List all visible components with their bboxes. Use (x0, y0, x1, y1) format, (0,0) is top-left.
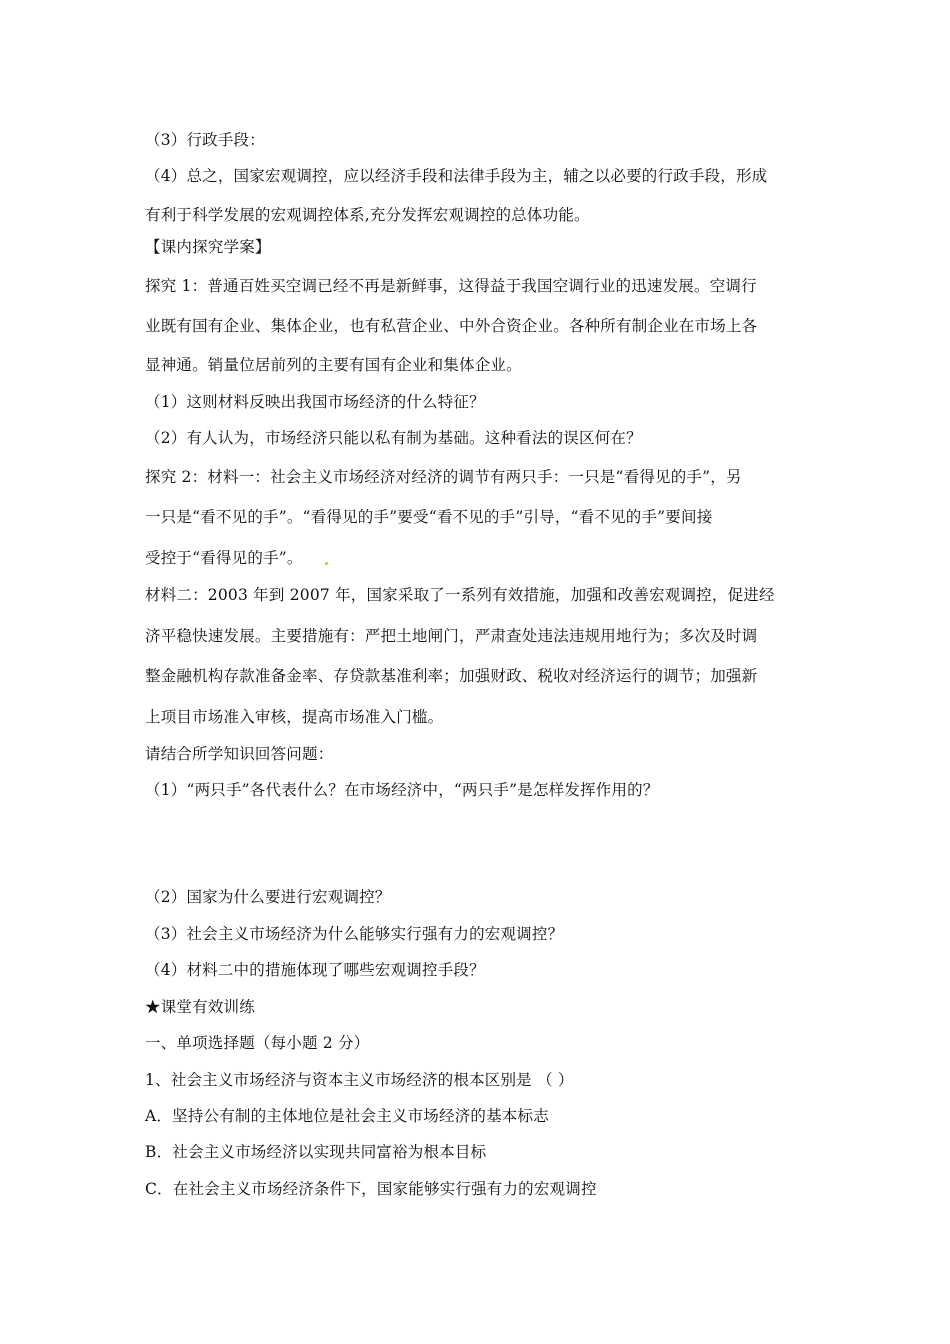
text-line-11: 一只是“看不见的手”。“看得见的手”要受“看不见的手”引导，“看不见的手”要间接 (145, 508, 713, 526)
text-line-17: 请结合所学知识回答问题： (145, 745, 334, 763)
question-line-18: （1）“两只手”各代表什么？在市场经济中，“两只手”是怎样发挥作用的？ (145, 781, 659, 799)
question-line-8: （1）这则材料反映出我国市场经济的什么特征？ (145, 393, 485, 411)
option-b: B．社会主义市场经济以实现共同富裕为根本目标 (145, 1143, 487, 1161)
section-heading-training: ★课堂有效训练 (145, 998, 255, 1016)
text-line-14: 济平稳快速发展。主要措施有：严把土地闸门，严肃查处违法违规用地行为；多次及时调 (145, 627, 758, 645)
text-line-23: 一、单项选择题（每小题 2 分） (145, 1034, 370, 1052)
question-line-9: （2）有人认为，市场经济只能以私有制为基础。这种看法的误区何在？ (145, 429, 642, 447)
text-line-6: 业既有国有企业、集体企业，也有私营企业、中外合资企业。各种所有制企业在市场上各 (145, 317, 758, 335)
question-line-19: （2）国家为什么要进行宏观调控？ (145, 888, 391, 906)
text-line-13: 材料二：2003 年到 2007 年，国家采取了一系列有效措施，加强和改善宏观调控，促进经 (145, 586, 775, 604)
text-line-16: 上项目市场准入审核，提高市场准入门槛。 (145, 708, 444, 726)
text-line-10: 探究 2：材料一：社会主义市场经济对经济的调节有两只手：一只是“看得见的手”，另 (145, 468, 742, 486)
text-line-2: （4）总之，国家宏观调控，应以经济手段和法律手段为主，辅之以必要的行政手段，形成 (145, 167, 768, 185)
text-line-7: 显神通。销量位居前列的主要有国有企业和集体企业。 (145, 356, 522, 374)
option-c: C．在社会主义市场经济条件下，国家能够实行强有力的宏观调控 (145, 1180, 597, 1198)
text-line-1: （3）行政手段： (145, 131, 265, 149)
option-a: A．坚持公有制的主体地位是社会主义市场经济的基本标志 (145, 1107, 549, 1125)
question-line-20: （3）社会主义市场经济为什么能够实行强有力的宏观调控？ (145, 925, 564, 943)
ink-dot (325, 562, 328, 565)
question-line-21: （4）材料二中的措施体现了哪些宏观调控手段？ (145, 961, 485, 979)
text-line-5: 探究 1：普通百姓买空调已经不再是新鲜事，这得益于我国空调行业的迅速发展。空调行 (145, 277, 757, 295)
question-line-24: 1、社会主义市场经济与资本主义市场经济的根本区别是 （ ） (145, 1071, 574, 1089)
text-line-15: 整金融机构存款准备金率、存贷款基准利率；加强财政、税收对经济运行的调节；加强新 (145, 667, 758, 685)
text-line-3: 有利于科学发展的宏观调控体系,充分发挥宏观调控的总体功能。 (145, 206, 590, 224)
section-heading: 【课内探究学案】 (145, 238, 271, 256)
text-line-12: 受控于“看得见的手”。 (145, 549, 303, 567)
